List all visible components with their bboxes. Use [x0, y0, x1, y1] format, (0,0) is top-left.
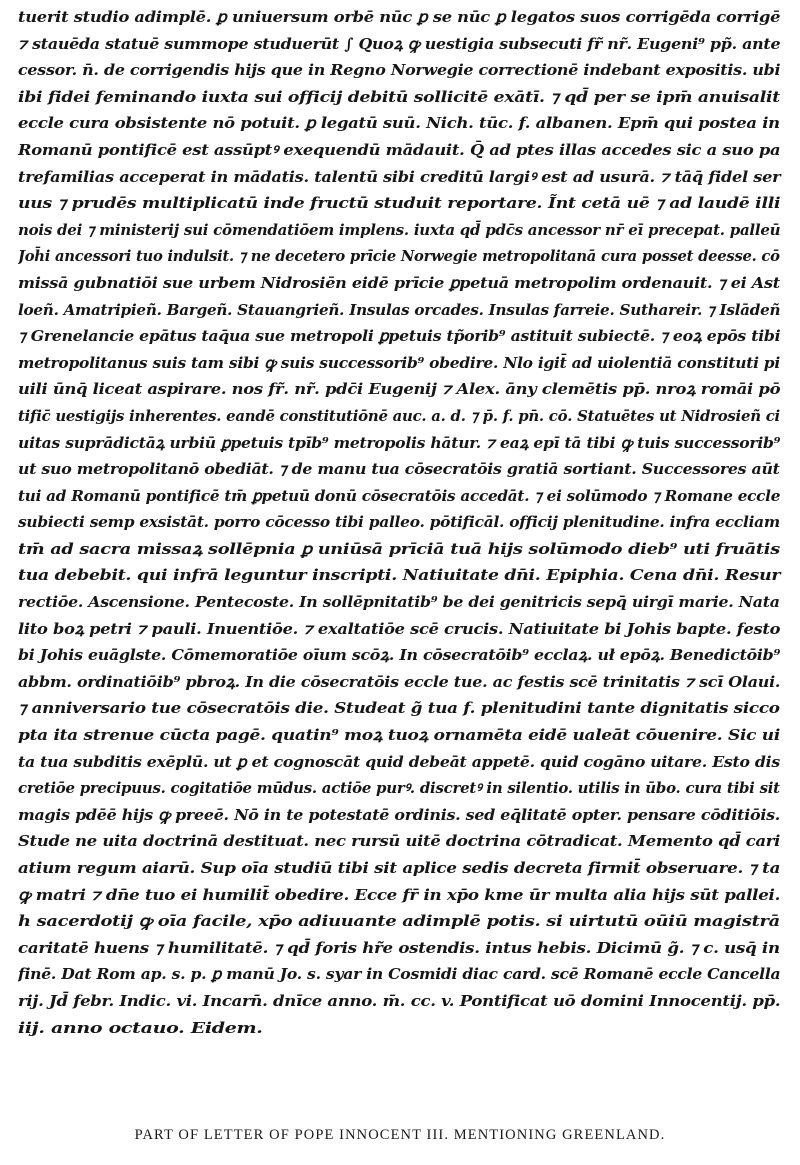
manuscript-line: tm̄ ad sacra missaꝝ sollēpnia ꝑ uniūsā prīciā tuā hijs solūmodo dieb⁹ uti fruātis — [18, 539, 780, 558]
manuscript-line: uitas suprādictāꝝ urbiū ꝑpetuis tpīb⁹ metropolis hātur. ⁊ eaꝝ epī tā tibi ꝙ tuis successorib⁹ — [18, 433, 781, 452]
manuscript-line: tui ad Romanū pontificē tm̄ ꝑpetuū donū cōsecratōis accedāt. ⁊ ei solūmodo ⁊ Romane eccle — [18, 486, 781, 505]
manuscript-line: h sacerdotij ꝙ oīa facile, xp̄o adiuuante adimplē potis. si uirtutū oūiū magistrā — [18, 912, 780, 931]
manuscript-line: iij. anno octauo. Eidem. — [18, 1018, 263, 1037]
manuscript-line: tific̄ uestigijs inherentes. eandē constitutiōnē auc. a. d. ⁊ p̄. f. pn̄. cō. Statuētes ut Nidrosieñ ci — [18, 406, 780, 425]
manuscript-line: pta ita strenue cūcta pagē. quatin⁹ moꝝ tuoꝝ ornamēta eidē ualeāt cōuenire. Sic ui — [18, 726, 781, 745]
manuscript-line: Joh̄i ancessori tuo indulsit. ⁊ ne decetero prīcie Norwegie metropolitanā cura posset deesse. cō — [18, 247, 780, 266]
manuscript-line: rectiōe. Ascensione. Pentecoste. In sollēpnitatib⁹ be dei genitricis sepq̄ uirgī marie. Nata — [18, 593, 780, 612]
manuscript-line: magis pdēē hijs ꝙ preeē. Nō in te potestatē ordinis. sed eq̄litatē opter. pensare cōditiōis. — [18, 805, 781, 824]
manuscript-line: cessor. n̄. de corrigendis hijs que in Regno Norwegie correctionē indebant expositis. ubi — [18, 61, 781, 80]
manuscript-line: cretiōe precipuus. cogitatiōe mūdus. actiōe purꝰ. discretꝰ in silentio. utilis in ūbo. cura tibi sit — [18, 779, 780, 798]
manuscript-line: trefamilias acceperat in mādatis. talentū sibi creditū largiꝰ est ad usurā. ⁊ tāq̄ fidel ser — [18, 167, 781, 186]
manuscript-line: bi Johis euāglste. Cōmemoratiōe oīum scōꝝ. In cōsecratōib⁹ ecclaꝝ. uł epōꝝ. Benedictōib⁹ — [18, 646, 781, 665]
manuscript-line: uus ⁊ prudēs multiplicatū inde fructū studuit reportare. Ĩnt cetā uē ⁊ ad laudē illi — [18, 194, 781, 213]
manuscript-line: ut suo metropolitanō obediāt. ⁊ de manu tua cōsecratōis gratiā sortiant. Successores aūt — [18, 460, 780, 479]
manuscript-line: Romanū pontificē est assūptꝰ exequendū mādauit. Q̄ ad ptes illas accedes sic a suo pa — [18, 140, 781, 159]
manuscript-plate — [18, 0, 788, 1110]
manuscript-line: tuerit studio adimplē. ꝑ uniuersum orbē nūc ꝑ se nūc ꝑ legatos suos corrigēda corrigē — [18, 8, 781, 26]
manuscript-line: finē. Dat Rom ap. s. p. ꝑ manū Jo. s. syar in Cosmidi diac card. scē Romanē eccle Cancella — [18, 965, 781, 984]
manuscript-line: Stude ne uita doctrinā destituat. nec rursū uitē doctrina cōtradicat. Memento qd̄ cari — [18, 832, 781, 851]
manuscript-line: missā gubnatiōi sue urbem Nidrosiēn eidē prīcie ꝑpetuā metropolim ordenauit. ⁊ ei Ast — [18, 273, 780, 292]
figure-caption: PART OF LETTER OF POPE INNOCENT III. MENTIONING GREENLAND. — [134, 1127, 666, 1143]
manuscript-line: atium regum aiarū. Sup oīa studiū tibi sit aplice sedis decreta firmit̄ obseruare. ⁊ ta — [18, 859, 781, 877]
manuscript-line: loeñ. Amatripieñ. Bargeñ. Stauangrieñ. Insulas orcades. Insulas farreie. Suthareir. ⁊ Islādeñ — [18, 300, 781, 319]
manuscript-line: rij. Jd̄ febr. Indic. vi. Incarn̄. dnīce anno. m̄. cc. v. Pontificat uō domini Innocentij. pp̄. — [18, 991, 781, 1010]
manuscript-line: ⁊ anniversario tue cōsecratōis die. Studeat g̃ tua f. plenitudini tante dignitatis sicco — [18, 699, 780, 718]
manuscript-line: caritatē huens ⁊ humilitatē. ⁊ qd̄ foris hr̃e ostendis. intus hebis. Dicimū g̃. ⁊ c. usq̄ in — [18, 938, 780, 957]
manuscript-line: subiecti semp exsistāt. porro cōcesso tibi palleo. pōtificāl. officij plenitudine. infra eccliam — [18, 513, 780, 532]
manuscript-line: ꝙ matri ⁊ dn̄e tuo ei humilit̄ obedire. Ecce fr̄ in xp̄o kme ūr multa alia hijs sūt pallei. — [18, 885, 781, 904]
manuscript-line: ibi fidei feminando iuxta sui officij debitū sollicitē exātī. ⁊ qd̄ per se ipm̄ anuisalit — [18, 87, 780, 106]
manuscript-line: abbm. ordinatiōib⁹ pbroꝝ. In die cōsecratōis eccle tue. ac festis scē trinitatis ⁊ scī Olaui. — [18, 672, 781, 691]
manuscript-line: ta tua subditis exēplū. ut ꝑ et cognoscāt quid debeāt appetē. quid cogāno uitare. Esto dis — [18, 752, 780, 771]
manuscript-line: ⁊ stauēda statuē summope studuerūt ∫ Quoꝝ ꝙ uestigia subsecuti fr̃ nr̃. Eugeni⁹ pp̃. ante — [18, 34, 781, 53]
manuscript-line: uili ūnq̄ liceat aspirare. nos fr̃. nr̃. pdc̄i Eugenij ⁊ Alex. āny clemētis pp̄. nroꝝ romāi pō — [18, 380, 781, 399]
manuscript-line: nois dei ⁊ ministerij sui cōmendatiōem implens. iuxta qd̄ pdc̄s ancessor nr̄ eī precepat. palleū — [18, 220, 781, 239]
manuscript-line: metropolitanus suis tam sibi ꝙ suis successorib⁹ obedire. Nlo igit̄ ad uiolentiā constituti pi — [18, 353, 780, 372]
manuscript-line: tua debebit. qui infrā leguntur inscripti. Natiuitate dn̄i. Epiphia. Cena dn̄i. Resur — [18, 566, 781, 585]
manuscript-line: lito boꝝ petri ⁊ pauli. Inuentiōe. ⁊ exaltatiōe scē crucis. Natiuitate bi Johis bapte. festo — [18, 619, 781, 638]
manuscript-line: ⁊ Grenelancie epātus taq̄ua sue metropoli ꝑpetuis tp̃orib⁹ astituit subiectē. ⁊ eoꝝ epōs tibi — [18, 327, 781, 346]
manuscript-text — [18, 4, 788, 1041]
manuscript-line: eccle cura obsistente nō potuit. ꝑ legatū suū. Nich. tūc. f. albanen. Epm̄ qui postea in — [18, 114, 780, 133]
